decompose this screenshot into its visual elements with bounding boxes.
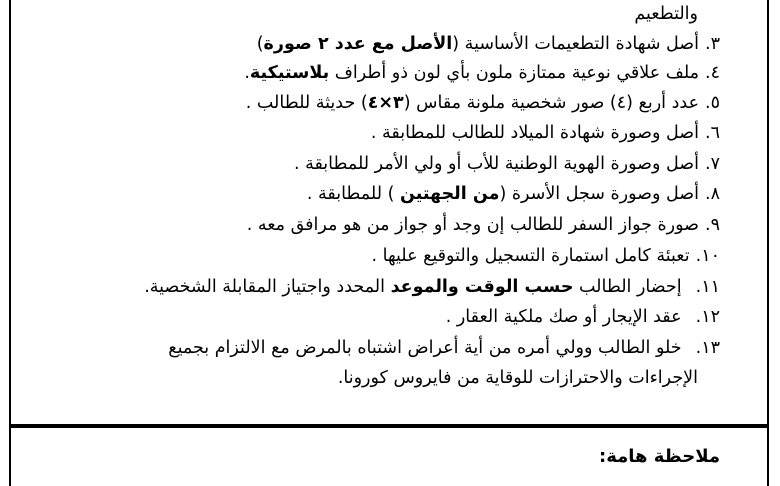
item-text-end: ) حديثة للطالب . <box>245 93 368 113</box>
item-text: عدد أربع (٤) صور شخصية ملونة مقاس ( <box>403 93 700 113</box>
item-number: ١٢. <box>695 307 720 327</box>
item-number: ٦. <box>705 123 720 143</box>
item-bold-text: ٣×٤ <box>367 93 404 113</box>
list-item <box>246 91 720 115</box>
list-item <box>338 366 698 390</box>
item-number: ٤. <box>705 63 720 83</box>
list-item <box>634 2 698 26</box>
list-item <box>257 32 720 56</box>
list-item <box>294 152 720 176</box>
item-text: عقد الإيجار أو صك ملكية العقار . <box>445 307 682 327</box>
list-item <box>371 244 720 268</box>
item-text: والتطعيم <box>634 4 698 24</box>
item-number: ٧. <box>705 154 720 174</box>
item-text: إحضار الطالب <box>573 277 682 297</box>
item-number: ٨. <box>705 184 720 204</box>
item-bold-text: بلاستيكية <box>249 63 330 83</box>
item-number: ٥. <box>705 93 720 113</box>
item-bold-text: من الجهتين <box>399 184 500 204</box>
item-number: ١٣. <box>695 338 720 358</box>
item-text-end: . <box>244 63 250 83</box>
item-bold-text: حسب الوقت والموعد <box>390 277 574 297</box>
item-text: صورة جواز السفر للطالب إن وجد أو جواز من هو مرافق معه . <box>246 215 700 235</box>
item-bold-text: الأصل مع عدد ٢ صورة <box>263 34 453 54</box>
item-text: ملف علاقي نوعية ممتازة ملون بأي لون ذو أطراف <box>329 63 700 83</box>
item-number: ٩. <box>705 215 720 235</box>
list-item <box>168 336 720 360</box>
item-text-end: المحدد واجتياز المقابلة الشخصية. <box>144 277 391 297</box>
list-item <box>307 182 720 206</box>
item-number: ٣. <box>705 34 720 54</box>
list-item <box>446 305 720 329</box>
item-text: أصل وصورة الهوية الوطنية للأب أو ولي الأمر للمطابقة . <box>293 154 700 174</box>
list-item <box>244 61 720 85</box>
item-text-end: ) <box>256 34 264 54</box>
list-item <box>144 275 720 299</box>
item-text: تعبئة كامل استمارة التسجيل والتوقيع عليها . <box>371 246 690 266</box>
item-number: ١٠. <box>695 246 720 266</box>
item-text: أصل وصورة شهادة الميلاد للطالب للمطابقة . <box>370 123 700 143</box>
item-text: خلو الطالب وولي أمره من أية أعراض اشتباه بالمرض مع الالتزام بجميع <box>168 338 682 358</box>
item-text: الإجراءات والاحترازات للوقاية من فايروس كورونا. <box>337 368 698 388</box>
list-item <box>247 213 720 237</box>
note-title: ملاحظة هامة: <box>599 446 720 467</box>
item-number: ١١. <box>695 277 720 297</box>
item-text-end: ) للمطابقة . <box>306 184 400 204</box>
item-text: أصل وصورة سجل الأسرة ( <box>499 184 700 204</box>
item-text: أصل شهادة التطعيمات الأساسية ( <box>452 34 700 54</box>
list-item <box>371 121 720 145</box>
